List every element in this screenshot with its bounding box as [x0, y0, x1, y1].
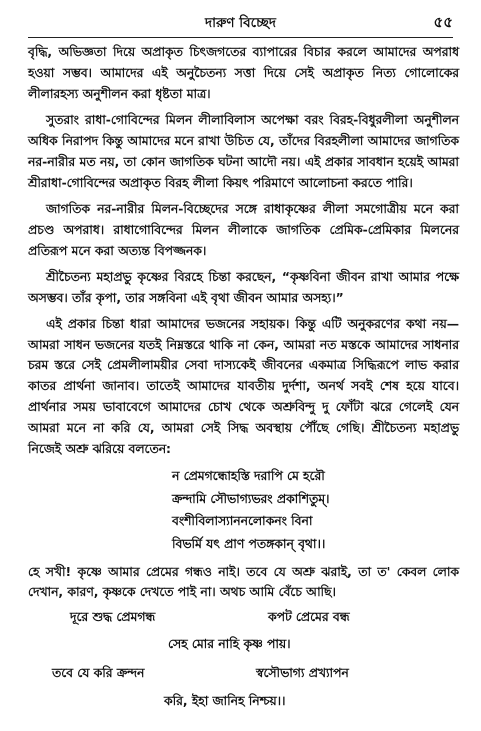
- song-line: সেহ মোর নাহি কৃষ্ণ পায়।: [168, 636, 291, 651]
- song-line: কপট প্রেমের বন্ধ: [268, 609, 350, 624]
- page-header: [0, 12, 481, 36]
- verse-line: বংশীবিলাস্যাননলোকনং বিনা: [172, 514, 313, 529]
- paragraph: হে সখী! কৃষ্ণে আমার প্রেমের গন্ধও নাই। তবে যে অশ্রু ঝরাই, তা ত' কেবল লোক দেখান, কারণ, কৃষ্ণকে দেখতে পাই না। অথচ আমি বেঁচে আছি।: [28, 564, 459, 600]
- verse-line: ন প্রেমগন্ধোহস্তি দরাপি মে হরৌ: [172, 469, 325, 484]
- song-line: স্বসৌভাগ্য প্রখ্যাপন: [256, 665, 349, 680]
- header-rule: [28, 37, 453, 38]
- paragraph: শ্রীচৈতন্য মহাপ্রভু কৃষ্ণের বিরহে চিন্তা করছেন, “কৃষ্ণবিনা জীবন রাখা আমার পক্ষে অসম্ভব। তাঁর কৃপা, তার সঙ্গবিনা এই বৃথা জীবন আমার অসহ্য।”: [28, 269, 459, 305]
- page-body: [28, 42, 459, 731]
- paragraph: বৃদ্ধি, অভিজ্ঞতা দিয়ে অপ্রাকৃত চিৎজগতের ব্যাপারের বিচার করলে আমাদের অপরাধ হওয়া সম্ভব। আমাদের এই অনুচৈতন্য সত্তা দিয়ে সেই অপ্রাকৃত নিত্য গোলোকের লীলারহস্য অনুশীলন করা ধৃষ্টতা মাত্র।: [28, 45, 459, 101]
- verse-line: ক্রন্দামি সৌভাগ্যভরং প্রকাশিতুম্।: [172, 491, 330, 506]
- verse-line: বিভর্মি যৎ প্রাণ পতঙ্গকান্ বৃথা।।: [172, 536, 326, 551]
- paragraph: সুতরাং রাধা-গোবিন্দের মিলন লীলাবিলাস অপেক্ষা বরং বিরহ-বিধুরলীলা অনুশীলন অধিক নিরাপদ কিন্তু আমাদের মনে রাখা উচিত যে, তাঁদের বিরহলীলা আমাদের জাগতিক নর-নারীর মত নয়, তা কোন জাগতিক ঘটনা আদৌ নয়। এই প্রকার সাবধান হয়েই আমরা শ্রীরাধা-গোবিন্দের অপ্রাকৃত বিরহ লীলা কিয়ৎ পরিমাণে আলোচনা করতে পারি।: [28, 112, 459, 190]
- song-line: তবে যে করি ক্রন্দন: [52, 665, 145, 680]
- song-line: করি, ইহা জানিহ নিশ্চয়।।: [164, 693, 286, 708]
- running-title: দারুণ বিচ্ছেদ: [205, 15, 276, 31]
- paragraph: জাগতিক নর-নারীর মিলন-বিচ্ছেদের সঙ্গে রাধাকৃষ্ণের লীলা সমগোত্রীয় মনে করা প্রচণ্ড অপরাধ। রাধাগোবিন্দের মিলন লীলাকে জাগতিক প্রেমিক-প্রেমিকার মিলনের প্রতিরূপ মনে করা অত্যন্ত বিপজ্জনক।: [28, 201, 459, 258]
- bengali-song: [28, 609, 459, 731]
- paragraph: এই প্রকার চিন্তা ধারা আমাদের ভজনের সহায়ক। কিন্তু এটি অনুকরণের কথা নয়—আমরা সাধন ভজনের যতই নিম্নস্তরে থাকি না কেন, আমরা নত মস্তকে আমাদের সাধনার চরম স্তরে সেই প্রেমলীলাময়ীর সেবা দাস্যকেই জীবনের একমাত্র সিদ্ধিরূপে লাভ করার কাতর প্রার্থনা জানাব। তাতেই আমাদের যাবতীয় দুর্দশা, অনর্থ সবই শেষ হয়ে যাবে। প্রার্থনার সময় ভাবাবেগে আমাদের চোখ থেকে অশ্রুবিন্দু দু ফোঁটা ঝরে গেলেই যেন আমরা মনে না করি যে, আমরা সেই সিদ্ধ অবস্থায় পৌঁছে গেছি। শ্রীচৈতন্য মহাপ্রভু নিজেই অশ্রু ঝরিয়ে বলতেন:: [28, 316, 459, 457]
- song-line: দূরে শুদ্ধ প্রেমগন্ধ: [70, 609, 156, 624]
- sanskrit-verse: [28, 465, 459, 555]
- page-number: ৫৫: [433, 13, 453, 31]
